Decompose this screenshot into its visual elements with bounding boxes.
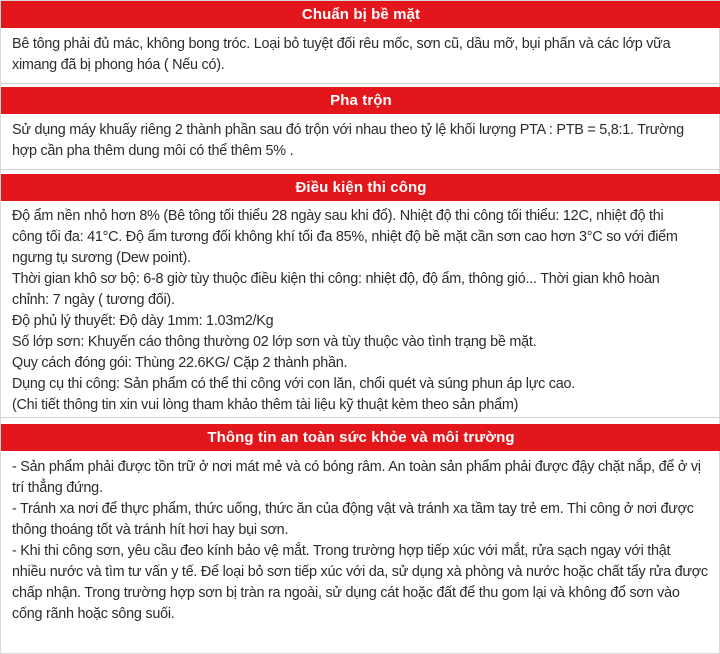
section-body [1, 28, 720, 76]
text-line: (Chi tiết thông tin xin vui lòng tham khảo thêm tài liệu kỹ thuật kèm theo sản phẩm) [12, 397, 519, 413]
text-line: Độ phủ lý thuyết: Độ dày 1mm: 1.03m2/Kg [12, 313, 274, 329]
text-line: ximang đã bị phong hóa ( Nếu có). [12, 57, 225, 73]
section-header: Chuẩn bị bề mặt [1, 1, 720, 28]
text-line: Sử dụng máy khuấy riêng 2 thành phần sau đó trộn với nhau theo tỷ lệ khối lượng PTA : PTB = 5,8:1. Trường [12, 122, 684, 138]
section-header: Điều kiện thi công [1, 174, 720, 201]
text-line: Số lớp sơn: Khuyến cáo thông thường 02 lớp sơn và tùy thuộc vào tình trạng bề mặt. [12, 334, 537, 350]
text-line: Độ ẩm nền nhỏ hơn 8% (Bê tông tối thiểu 28 ngày sau khi đổ). Nhiệt độ thi công tối thiểu: 12C, nhiệt độ thi [12, 208, 664, 224]
section-body [1, 114, 720, 162]
text-line: Thời gian khô sơ bộ: 6-8 giờ tùy thuộc điều kiện thi công: nhiệt độ, độ ẩm, thông gió... Thời gian khô hoàn [12, 271, 660, 287]
section-mixing [1, 87, 720, 162]
divider [1, 169, 720, 170]
text-line: cống rãnh hoặc sông suối. [12, 606, 175, 622]
text-line: - Tránh xa nơi để thực phẩm, thức uống, thức ăn của động vật và tránh xa tầm tay trẻ em. Thi công ở nơi được [12, 501, 694, 517]
section-header: Pha trộn [1, 87, 720, 114]
text-line: công tối đa: 41°C. Độ ẩm tương đối không khí tối đa 85%, nhiệt độ bề mặt cần sơn cao hơn 3°C so với điểm [12, 229, 678, 245]
text-line: trí thẳng đứng. [12, 480, 103, 496]
section-body [1, 451, 720, 625]
section-body [1, 201, 720, 416]
text-line: ngưng tụ sương (Dew point). [12, 250, 191, 266]
text-line: - Khi thi công sơn, yêu cầu đeo kính bảo vệ mắt. Trong trường hợp tiếp xúc với mắt, rửa sạch ngay với thật [12, 543, 671, 559]
divider [1, 417, 720, 418]
section-safety-environment [1, 424, 720, 625]
section-application-conditions [1, 174, 720, 416]
text-line: nhiều nước và tìm tư vấn y tế. Để loại bỏ sơn tiếp xúc với da, sử dụng xà phòng và nước hoặc chất tẩy rửa được [12, 564, 708, 580]
section-surface-prep [1, 1, 720, 76]
text-line: Dụng cụ thi công: Sản phẩm có thể thi công với con lăn, chổi quét và súng phun áp lực cao. [12, 376, 575, 392]
text-line: chỉnh: 7 ngày ( tương đối). [12, 292, 175, 308]
text-line: thông thoáng tốt và tránh hít hơi hay bụi sơn. [12, 522, 289, 538]
divider [1, 83, 720, 84]
text-line: hợp cần pha thêm dung môi có thể thêm 5% . [12, 143, 294, 159]
text-line: Quy cách đóng gói: Thùng 22.6KG/ Cặp 2 thành phần. [12, 355, 348, 371]
text-line: Bê tông phải đủ mác, không bong tróc. Loại bỏ tuyệt đối rêu mốc, sơn cũ, dầu mỡ, bụi phấn và các lớp vữa [12, 36, 671, 52]
section-header: Thông tin an toàn sức khỏe và môi trường [1, 424, 720, 451]
text-line: chấp nhận. Trong trường hợp sơn bị tràn ra ngoài, sử dụng cát hoặc đất để thu gom lại và không đổ sơn vào [12, 585, 680, 601]
text-line: - Sản phẩm phải được tồn trữ ở nơi mát mẻ và có bóng râm. An toàn sản phẩm phải được đậy chặt nắp, để ở vị [12, 459, 701, 475]
